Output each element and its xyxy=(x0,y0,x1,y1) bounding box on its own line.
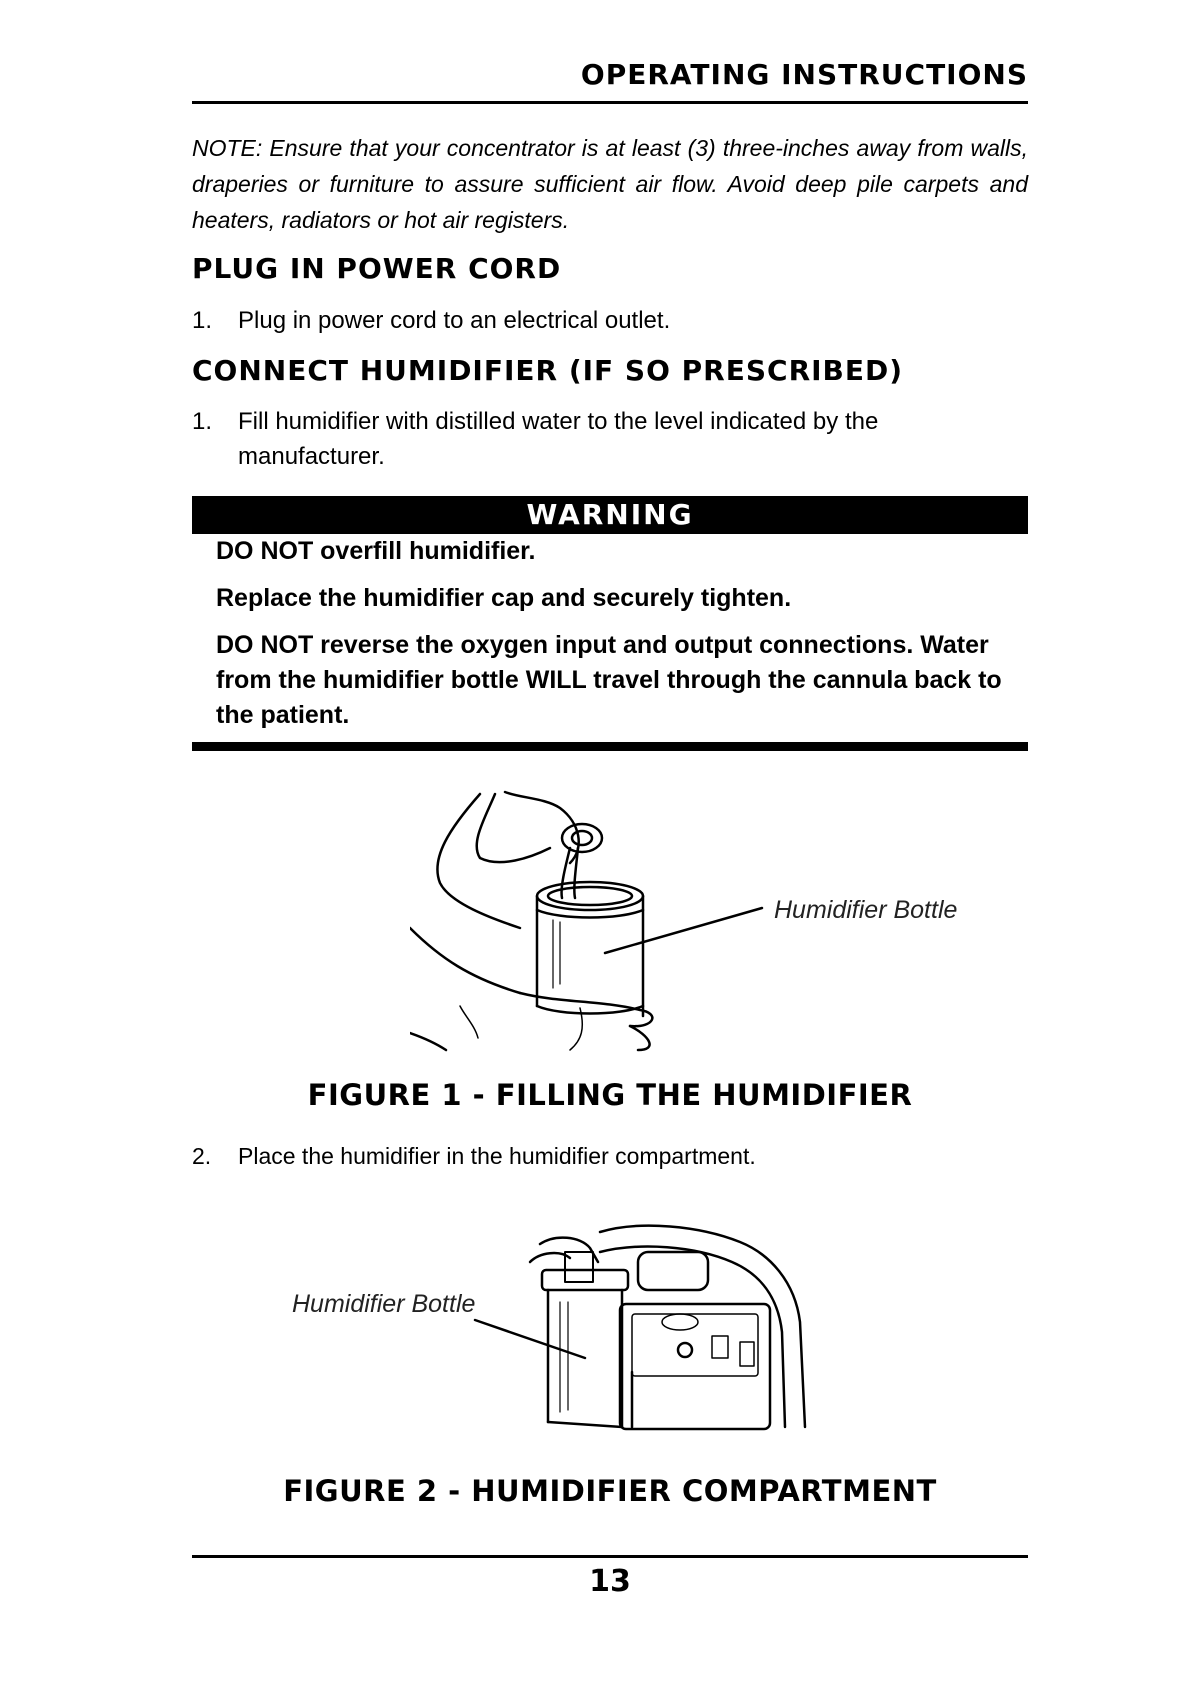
warning-line: DO NOT reverse the oxygen input and output connections. Water from the humidifier bottle WILL travel through the cannula back to the patient. xyxy=(216,631,1002,729)
warning-body xyxy=(216,534,1016,745)
step-number: 2. xyxy=(192,1143,212,1169)
plug-step-1 xyxy=(192,303,1012,338)
warning-title: WARNING xyxy=(192,496,1028,534)
step-number: 1. xyxy=(192,307,213,334)
footer-rule xyxy=(192,1555,1028,1558)
warning-line: DO NOT overfill humidifier. xyxy=(216,537,536,565)
step-number: 1. xyxy=(192,408,213,435)
header-rule xyxy=(192,101,1028,104)
heading-plug-in-power-cord: PLUG IN POWER CORD xyxy=(192,252,562,285)
humidifier-step-1 xyxy=(192,404,1012,474)
figure-2-illustration xyxy=(470,1222,840,1432)
page-number: 13 xyxy=(589,1564,631,1599)
figure-2-callout: Humidifier Bottle xyxy=(292,1290,476,1318)
note-paragraph: NOTE: Ensure that your concentrator is at least (3) three-inches away from walls, draperies or furniture to assure sufficient air flow. Avoid deep pile carpets and heaters, radiators or hot air registers. xyxy=(192,135,1028,233)
figure-1-illustration xyxy=(410,788,780,1058)
page-header: OPERATING INSTRUCTIONS xyxy=(580,58,1028,91)
heading-connect-humidifier: CONNECT HUMIDIFIER (IF SO PRESCRIBED) xyxy=(192,354,904,387)
step-text: Place the humidifier in the humidifier compartment. xyxy=(238,1143,756,1169)
figure-1-caption: FIGURE 1 - FILLING THE HUMIDIFIER xyxy=(307,1078,913,1112)
figure-1-callout: Humidifier Bottle xyxy=(774,896,958,924)
step-text: Fill humidifier with distilled water to the level indicated by the manufacturer. xyxy=(238,408,879,470)
warning-line: Replace the humidifier cap and securely tighten. xyxy=(216,584,792,612)
humidifier-step-2 xyxy=(192,1139,1012,1174)
step-text: Plug in power cord to an electrical outlet. xyxy=(238,307,671,334)
warning-bottom-rule xyxy=(192,742,1028,751)
figure-2-caption: FIGURE 2 - HUMIDIFIER COMPARTMENT xyxy=(283,1474,937,1508)
